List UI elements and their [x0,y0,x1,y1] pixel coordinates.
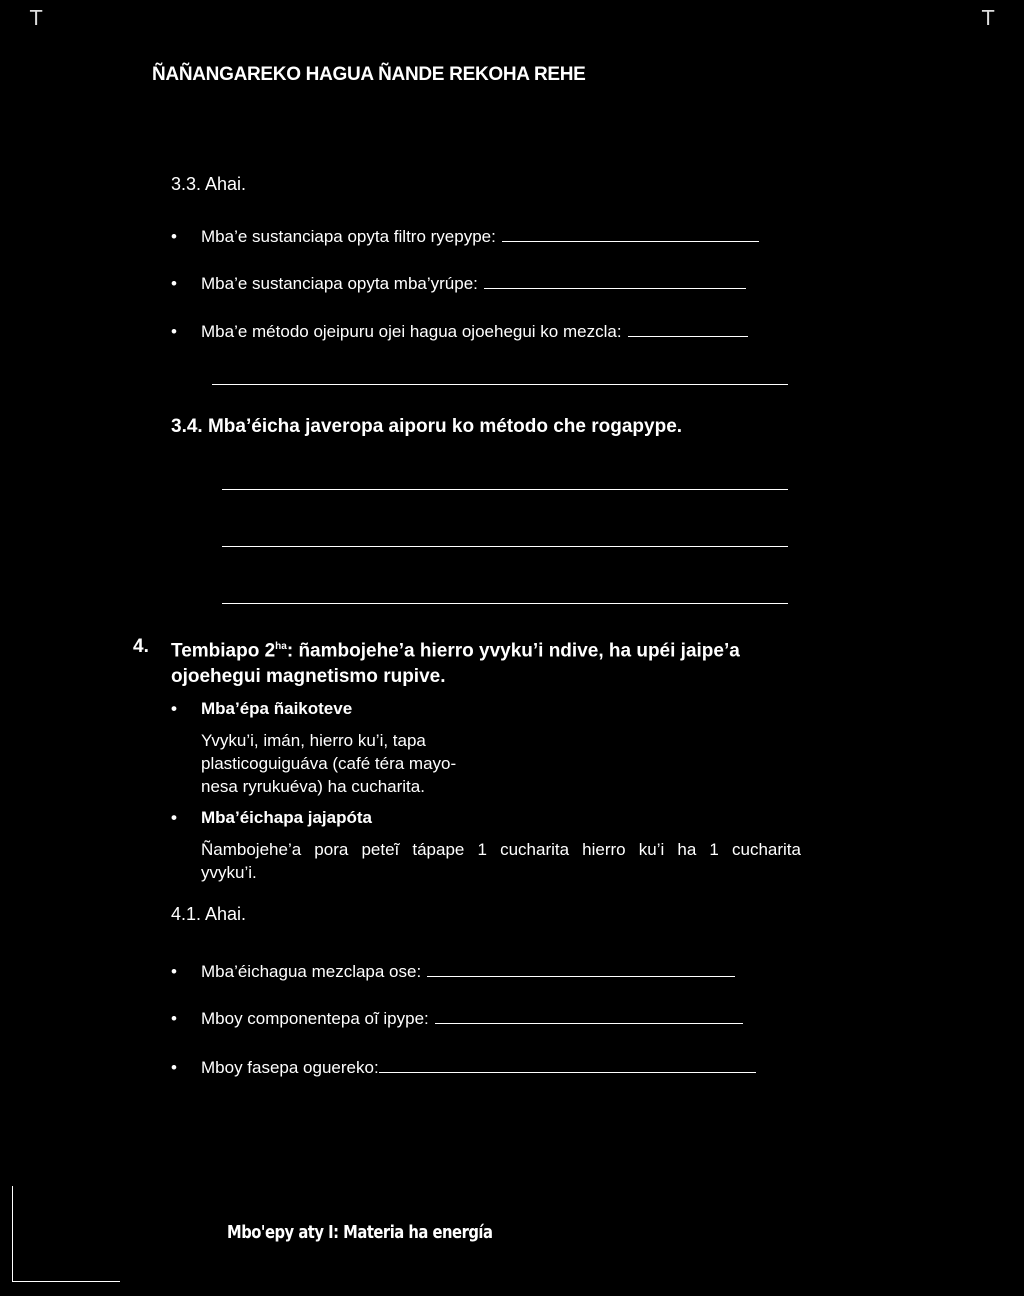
activity-4-number: 4. [133,636,149,657]
answer-line[interactable] [222,546,788,547]
answer-line[interactable] [222,489,788,490]
question-mixture-type: • Mba’éichagua mezclapa ose: [171,960,735,982]
answer-blank[interactable] [502,225,759,242]
page-footer: Mbo'epy aty I: Materia ha energía [227,1222,493,1243]
corner-mark-horizontal [12,1281,120,1282]
section-3-3-heading: 3.3. Ahai. [171,174,247,194]
crop-mark-left: T [30,6,43,30]
question-filter-substance: • Mba’e sustanciapa opyta filtro ryepype: [171,225,759,247]
corner-mark-vertical [12,1186,13,1282]
activity-4-title: Tembiapo $2^{ha}$: ñambojehe’a hierro yvyku’i ndive, ha upéi jaipe’a ojoehegui magnetismo rupive. [171,640,740,688]
materials-list: Yvyku’i, imán, hierro ku’i, tapa plasticoguiguáva (café téra mayo- nesa ryrukuéva) ha cucharita. [201,731,457,796]
answer-blank[interactable] [628,320,748,337]
answer-blank[interactable] [435,1007,743,1024]
answer-line[interactable] [212,384,788,385]
question-container-substance: • Mba’e sustanciapa opyta mba’yrúpe: [171,272,746,294]
procedure-label: • Mba’éichapa jajapóta [171,808,372,827]
page-header: ÑAÑANGAREKO HAGUA ÑANDE REKOHA REHE [152,64,586,85]
question-phase-count: • Mboy fasepa oguereko: [171,1056,756,1078]
answer-blank[interactable] [379,1056,756,1073]
section-4-1-heading: 4.1. Ahai. [171,904,247,924]
crop-mark-right: T [982,6,995,30]
question-separation-method: • Mba’e método ojeipuru ojei hagua ojoehegui ko mezcla: [171,320,748,342]
answer-blank[interactable] [484,272,746,289]
procedure-text: Ñambojehe’a pora peteĩ tápape 1 cucharita hierro ku’i ha 1 cucharita yvyku’i. [201,840,801,882]
question-component-count: • Mboy componentepa oĩ ipype: [171,1007,743,1029]
answer-blank[interactable] [427,960,735,977]
materials-label: • Mba’épa ñaikoteve [171,699,353,718]
answer-line[interactable] [222,603,788,604]
section-3-4-heading: 3.4. Mba’éicha javeropa aiporu ko método che rogapype. [171,416,683,437]
